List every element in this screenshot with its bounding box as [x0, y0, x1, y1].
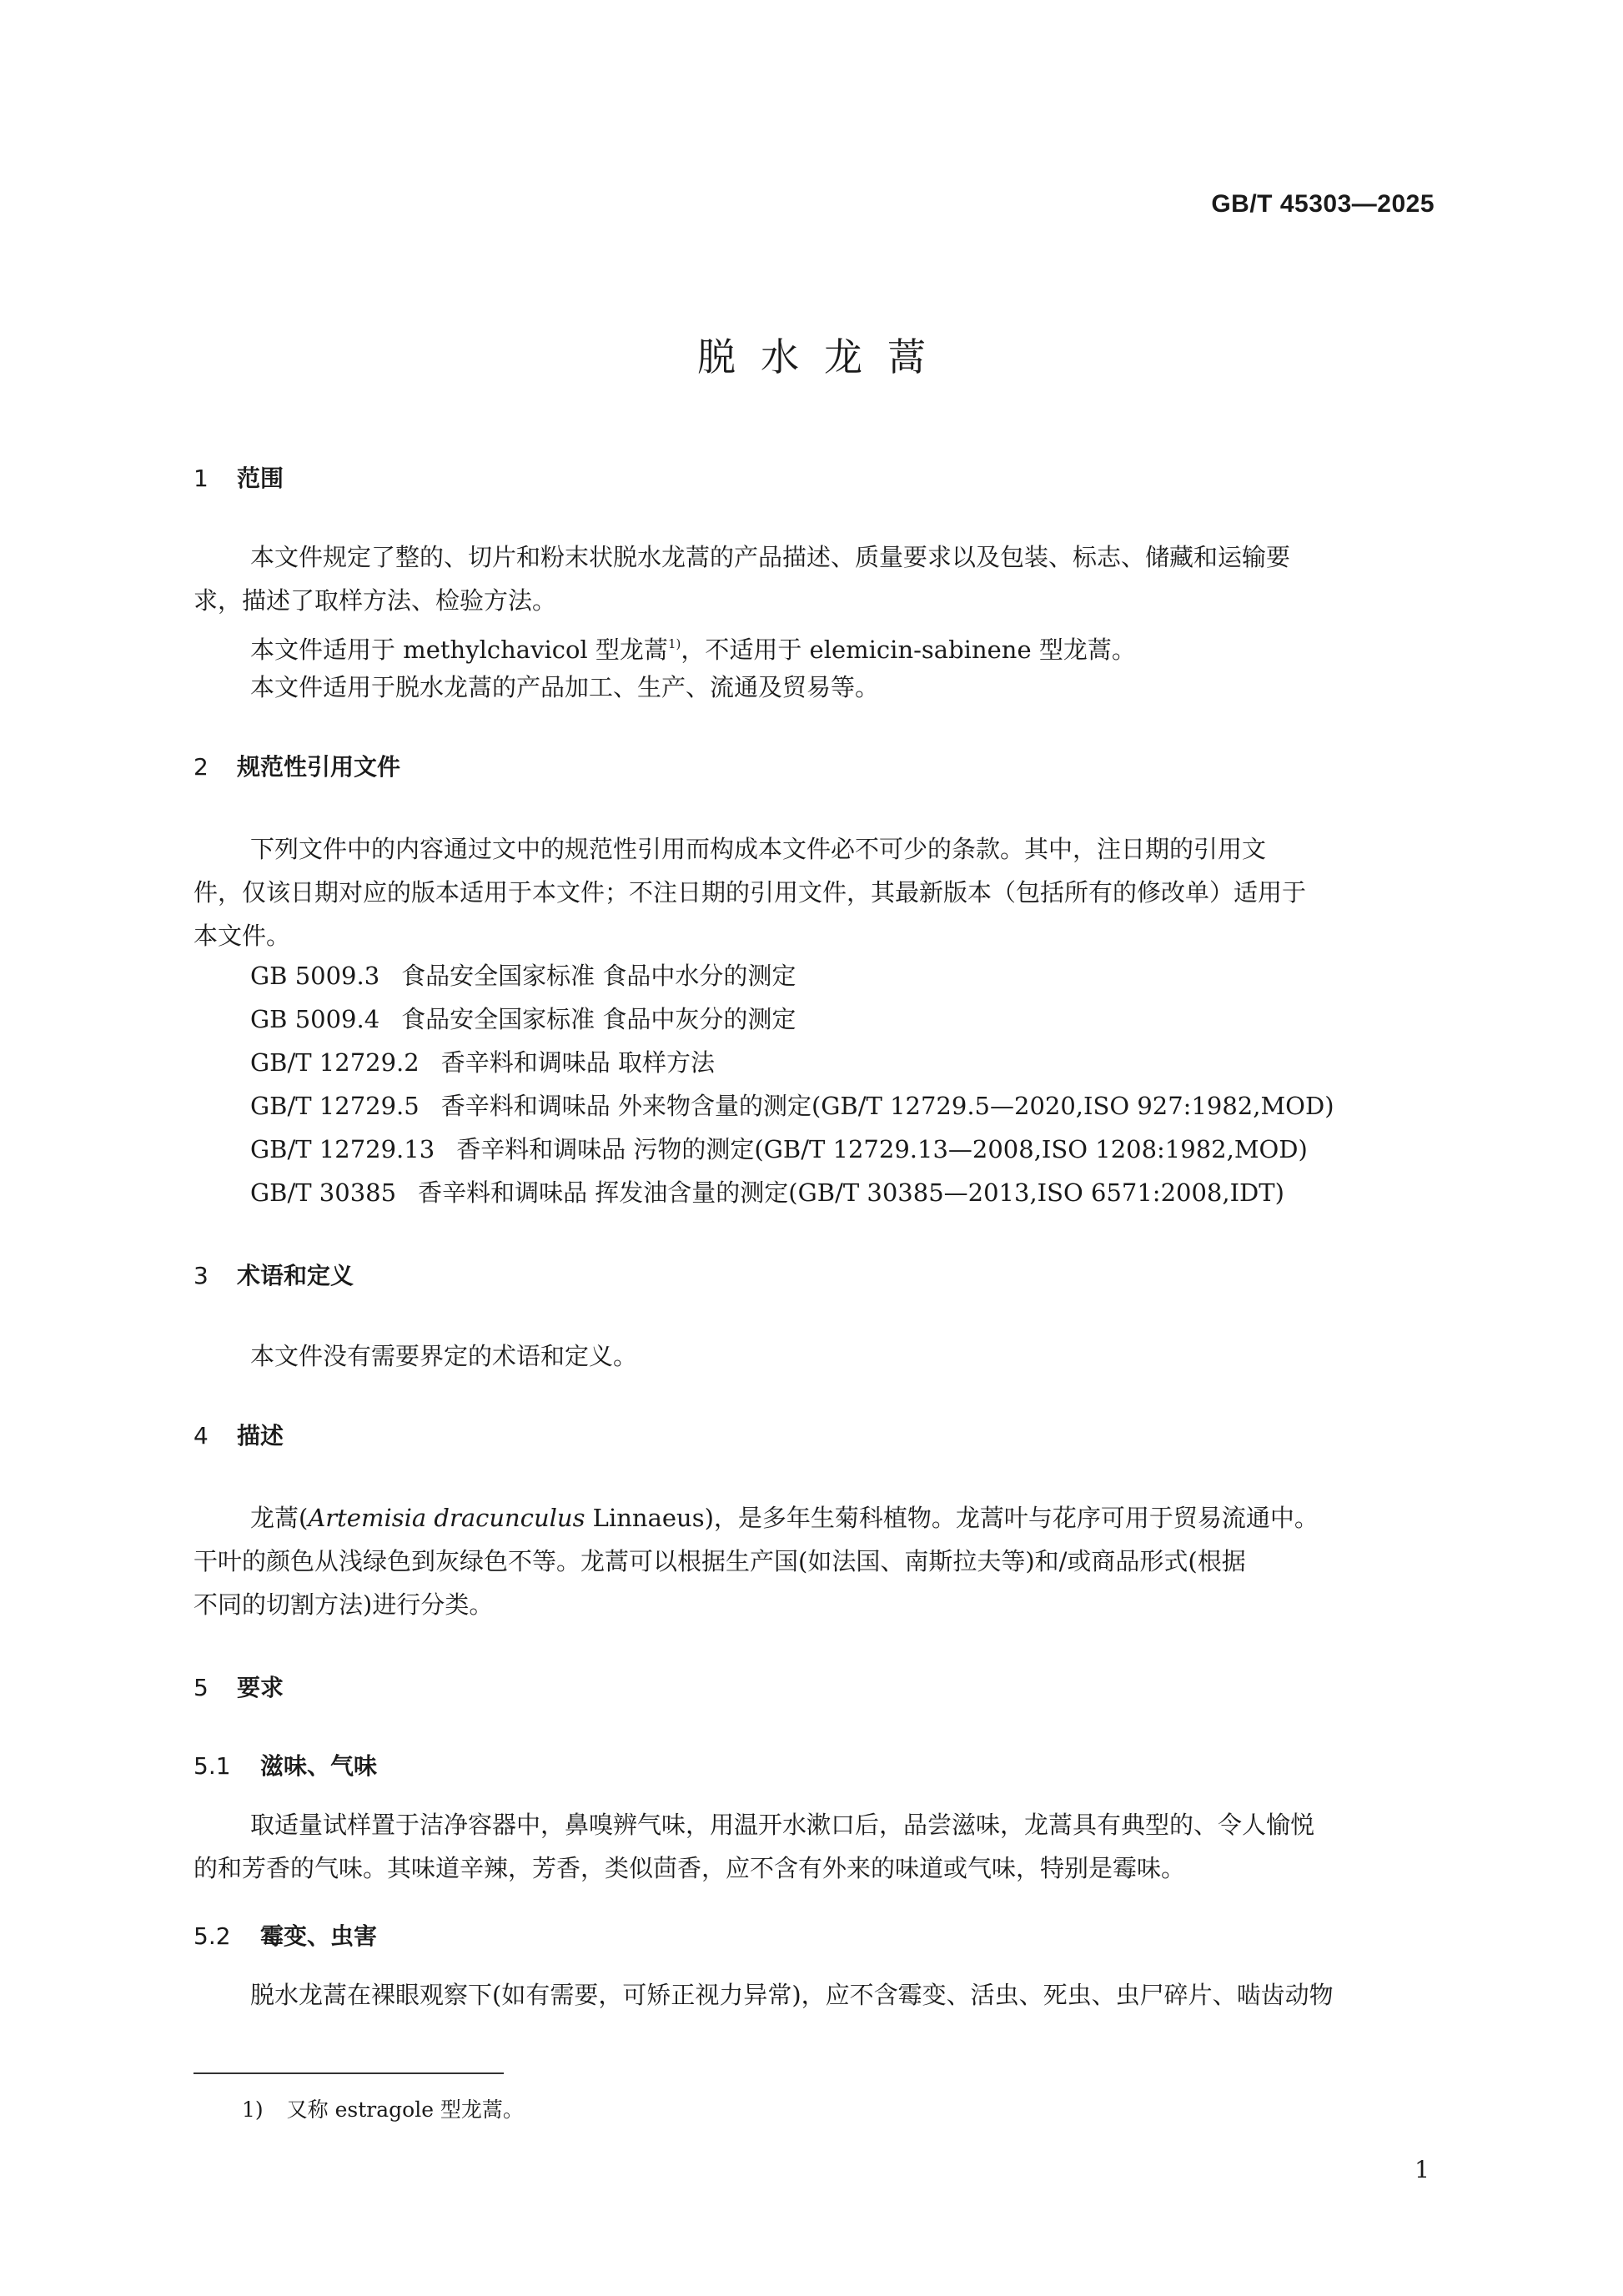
- text-span: Linnaeus)，是多年生菊科植物。龙蒿叶与花序可用于贸易流通中。: [585, 1504, 1319, 1532]
- text-line: 本文件。: [193, 922, 291, 950]
- section-title: 要求: [237, 1674, 284, 1701]
- reference-code: GB/T 12729.2: [250, 1048, 420, 1077]
- reference-title: 香辛料和调味品 挥发油含量的测定(GB/T 30385—2013,ISO 6571:2008,IDT): [418, 1178, 1284, 1207]
- section-3-paragraph-1: [193, 1334, 1451, 1378]
- section-1-paragraph-2: [193, 622, 1451, 666]
- reference-code: GB 5009.4: [250, 1005, 380, 1033]
- section-1-paragraph-1: [193, 535, 1451, 622]
- text-line: 本文件适用于脱水龙蒿的产品加工、生产、流通及贸易等。: [250, 673, 880, 701]
- text-line: 本文件没有需要界定的术语和定义。: [250, 1342, 638, 1370]
- section-number: 3: [193, 1262, 209, 1289]
- subsection-5-1-paragraph-1: [193, 1803, 1451, 1890]
- section-number: 1: [193, 465, 209, 492]
- text-line: 干叶的颜色从浅绿色到灰绿色不等。龙蒿可以根据生产国(如法国、南斯拉夫等)和/或商品形式(根据: [193, 1547, 1246, 1575]
- reference-title: 食品安全国家标准 食品中水分的测定: [401, 962, 796, 990]
- reference-title: 香辛料和调味品 外来物含量的测定(GB/T 12729.5—2020,ISO 927:1982,MOD): [440, 1092, 1334, 1120]
- text-span: 本文件适用于 methylchavicol 型龙蒿: [250, 636, 668, 664]
- section-title: 规范性引用文件: [237, 753, 401, 781]
- section-2-heading: [193, 749, 400, 782]
- text-line: 取适量试样置于洁净容器中，鼻嗅辨气味，用温开水漱口后，品尝滋味，龙蒿具有典型的、令人愉悦: [250, 1811, 1315, 1839]
- subsection-5-2-paragraph-1: [193, 1973, 1451, 2017]
- document-title: 脱水龙蒿: [697, 334, 951, 379]
- latin-name: Artemisia dracunculus: [308, 1504, 585, 1532]
- text-line: 不同的切割方法)进行分类。: [193, 1590, 494, 1619]
- section-title: 描述: [237, 1422, 284, 1449]
- section-2-paragraph-1: [193, 827, 1451, 957]
- footnote-mark: 1): [242, 2098, 264, 2122]
- reference-code: GB/T 12729.13: [250, 1135, 435, 1163]
- footnote-separator: [193, 2072, 504, 2074]
- standard-code: GB/T 45303—2025: [1211, 190, 1435, 218]
- section-3-heading: [193, 1258, 354, 1291]
- subsection-5-2-heading: [193, 1918, 377, 1952]
- text-line: 求，描述了取样方法、检验方法。: [193, 586, 557, 615]
- section-1-heading: [193, 460, 284, 494]
- text-line: [193, 1496, 1451, 1540]
- section-title: 霉变、虫害: [260, 1922, 378, 1950]
- normative-reference-item: [250, 1088, 1334, 1122]
- section-number: 4: [193, 1422, 209, 1449]
- text-line: 下列文件中的内容通过文中的规范性引用而构成本文件必不可少的条款。其中，注日期的引用文: [250, 835, 1267, 863]
- normative-reference-item: [250, 957, 796, 992]
- normative-reference-item: [250, 1044, 715, 1078]
- reference-title: 香辛料和调味品 污物的测定(GB/T 12729.13—2008,ISO 1208:1982,MOD): [456, 1135, 1308, 1163]
- reference-code: GB 5009.3: [250, 962, 380, 990]
- section-title: 术语和定义: [237, 1262, 354, 1289]
- section-title: 滋味、气味: [260, 1752, 378, 1780]
- section-number: 5.2: [193, 1922, 231, 1950]
- reference-title: 香辛料和调味品 取样方法: [440, 1048, 715, 1077]
- reference-title: 食品安全国家标准 食品中灰分的测定: [401, 1005, 796, 1033]
- text-line: 件，仅该日期对应的版本适用于本文件；不注日期的引用文件，其最新版本（包括所有的修改单）适用于: [193, 878, 1307, 907]
- section-5-heading: [193, 1670, 284, 1703]
- section-number: 2: [193, 753, 209, 781]
- section-1-paragraph-3: [193, 666, 1451, 709]
- reference-code: GB/T 12729.5: [250, 1092, 420, 1120]
- text-line: 的和芳香的气味。其味道辛辣，芳香，类似茴香，应不含有外来的味道或气味，特别是霉味。: [193, 1854, 1186, 1882]
- normative-reference-item: [250, 1001, 796, 1035]
- text-line: [193, 622, 1451, 666]
- text-line: 本文件规定了整的、切片和粉末状脱水龙蒿的产品描述、质量要求以及包装、标志、储藏和运输要: [250, 543, 1291, 571]
- footnote-text: 又称 estragole 型龙蒿。: [286, 2098, 524, 2122]
- text-span: 龙蒿(: [250, 1504, 309, 1532]
- section-4-paragraph-1: [193, 1496, 1451, 1626]
- section-title: 范围: [237, 465, 284, 492]
- page-number: 1: [1414, 2156, 1430, 2183]
- text-span: ，不适用于 elemicin-sabinene 型龙蒿。: [681, 636, 1136, 664]
- section-number: 5.1: [193, 1752, 231, 1780]
- section-4-heading: [193, 1418, 284, 1451]
- text-line: 脱水龙蒿在裸眼观察下(如有需要，可矫正视力异常)，应不含霉变、活虫、死虫、虫尸碎片、啮齿动物: [250, 1981, 1334, 2009]
- footnote-ref[interactable]: 1): [667, 636, 681, 651]
- normative-reference-item: [250, 1174, 1284, 1208]
- reference-code: GB/T 30385: [250, 1178, 397, 1207]
- subsection-5-1-heading: [193, 1748, 377, 1781]
- section-number: 5: [193, 1674, 209, 1701]
- normative-reference-item: [250, 1131, 1308, 1165]
- footnote: [242, 2093, 524, 2123]
